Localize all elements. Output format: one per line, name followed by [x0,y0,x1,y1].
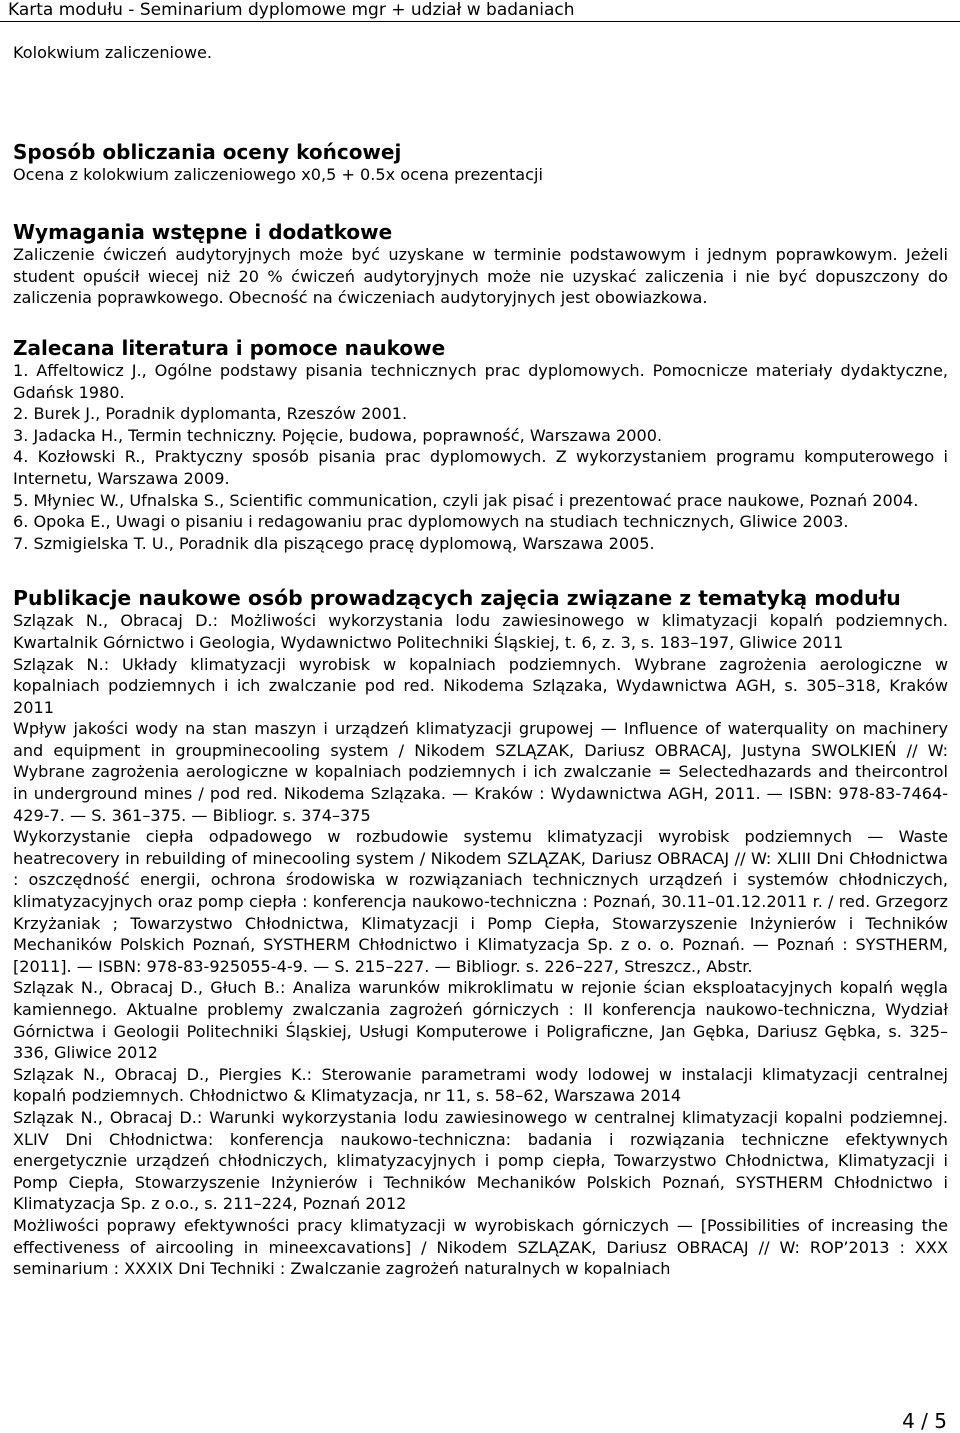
publications-list [13,610,948,1279]
publication-item: Możliwości poprawy efektywności pracy klimatyzacji w wyrobiskach górniczych — [Possibilities of increasing the effectiveness of aircooling in mineexcavations] / Nikodem SZLĄZAK, Dariusz OBRACAJ // W: ROP’2013 : XXX seminarium : XXXIX Dni Techniki : Zwalczanie zagrożeń naturalnych w kopalniach [13,1215,948,1279]
header-title: Karta modułu - Seminarium dyplomowe mgr + udział w badaniach [8,0,575,20]
literature-list [13,360,948,554]
document-header [0,0,960,22]
requirements-text: Zaliczenie ćwiczeń audytoryjnych może być uzyskane w terminie podstawowym i jednym poprawkowym. Jeżeli student opuścił wiecej niż 20 % ćwiczeń audytoryjnych może nie uzyskać zaliczenia i nie być dopuszczony do zaliczenia poprawkowego. Obecność na ćwiczeniach audytoryjnych jest obowiazkowa. [13,245,948,308]
literature-item: 2. Burek J., Poradnik dyplomanta, Rzeszów 2001. [13,404,408,424]
literature-item: 3. Jadacka H., Termin techniczny. Pojęcie, budowa, poprawność, Warszawa 2000. [13,425,663,445]
page-number: 4 / 5 [902,1409,947,1433]
grading-heading: Sposób obliczania oceny końcowej [13,139,402,164]
publication-item: Szlązak N., Obracaj D., Piergies K.: Sterowanie parametrami wody lodowej w instalacji klimatyzacji centralnej kopalń podziemnych. Chłodnictwo & Klimatyzacja, nr 11, s. 58–62, Warszawa 2014 [13,1064,948,1106]
publication-item: Szlązak N., Obracaj D.: Możliwości wykorzystania lodu zawiesinowego w klimatyzacji kopalń podziemnych. Kwartalnik Górnictwo i Geologia, Wydawnictwo Politechniki Śląskiej, t. 6, z. 3, s. 183–197, Gliwice 2011 [13,611,948,652]
grading-text: Ocena z kolokwium zaliczeniowego x0,5 + 0.5x ocena prezentacji [13,164,543,184]
publications-heading: Publikacje naukowe osób prowadzących zajęcia związane z tematyką modułu [13,586,901,611]
literature-item: 6. Opoka E., Uwagi o pisaniu i redagowaniu prac dyplomowych na studiach technicznych, Gliwice 2003. [13,512,849,532]
intro-line: Kolokwium zaliczeniowe. [13,43,213,62]
requirements-heading: Wymagania wstępne i dodatkowe [13,220,393,245]
publication-item: Wpływ jakości wody na stan maszyn i urządzeń klimatyzacji grupowej — Influence of waterquality on machinery and equipment in groupminecooling system / Nikodem SZLĄZAK, Dariusz OBRACAJ, Justyna SWOLKIEŃ // W: Wybrane zagrożenia aerologiczne w kopalniach podziemnych i ich zwalczanie = Selectedhazards and theircontrol in underground mines / pod red. Nikodema Szlązaka. — Kraków : Wydawnictwa AGH, 2011. — ISBN: 978-83-7464-429-7. — S. 361–375. — Bibliogr. s. 374–375 [13,719,948,825]
literature-item: 4. Kozłowski R., Praktyczny sposób pisania prac dyplomowych. Z wykorzystaniem programu komputerowego i Internetu, Warszawa 2009. [13,447,948,488]
publication-item: Szlązak N.: Układy klimatyzacji wyrobisk w kopalniach podziemnych. Wybrane zagrożenia aerologiczne w kopalniach podziemnych i ich zwalczanie pod red. Nikodema Szlązaka, Wydawnictwa AGH, s. 305–318, Kraków 2011 [13,654,948,717]
publication-item: Szlązak N., Obracaj D., Głuch B.: Analiza warunków mikroklimatu w rejonie ścian eksploatacyjnych kopalń węgla kamiennego. Aktualne problemy zwalczania zagrożeń górniczych : II konferencja naukowo-techniczna, Wydział Górnictwa i Geologii Politechniki Śląskiej, Usługi Komputerowe i Poligraficzne, Jan Gębka, Dariusz Gębka, s. 325–336, Gliwice 2012 [13,978,948,1063]
literature-item: 5. Młyniec W., Ufnalska S., Scientific communication, czyli jak pisać i prezentować prace naukowe, Poznań 2004. [13,490,919,510]
literature-item: 7. Szmigielska T. U., Poradnik dla piszącego pracę dyplomową, Warszawa 2005. [13,533,655,553]
publication-item: Wykorzystanie ciepła odpadowego w rozbudowie systemu klimatyzacji wyrobisk podziemnych — Waste heatrecovery in rebuilding of minecooling system / Nikodem SZLĄZAK, Dariusz OBRACAJ // W: XLIII Dni Chłodnictwa : oszczędność energii, ochrona środowiska w rozwiązaniach technicznych urządzeń i systemów chłodniczych, klimatyzacyjnych oraz pomp ciepła : konferencja naukowo-techniczna : Poznań, 30.11–01.12.2011 r. / red. Grzegorz Krzyżaniak ; Towarzystwo Chłodnictwa, Klimatyzacji i Pomp Ciepła, Stowarzyszenie Inżynierów i Techników Mechaników Polskich Poznań, SYSTHERM Chłodnictwo i Klimatyzacja Sp. z o. o. Poznań. — Poznań : SYSTHERM, [2011]. — ISBN: 978-83-925055-4-9. — S. 215–227. — Bibliogr. s. 226–227, Streszcz., Abstr. [13,827,948,976]
page-content [13,42,948,1280]
literature-heading: Zalecana literatura i pomoce naukowe [13,335,446,360]
literature-item: 1. Affeltowicz J., Ogólne podstawy pisania technicznych prac dyplomowych. Pomocnicze materiały dydaktyczne, Gdańsk 1980. [13,360,948,402]
publication-item: Szlązak N., Obracaj D.: Warunki wykorzystania lodu zawiesinowego w centralnej klimatyzacji kopalni podziemnej. XLIV Dni Chłodnictwa: konferencja naukowo-techniczna: badania i rozwiązania techniczne efektywnych energetycznie urządzeń chłodniczych, klimatyzacyjnych i pomp ciepła, Towarzystwo Chłodnictwa, Klimatyzacji i Pomp Ciepła, Stowarzyszenie Inżynierów i Techników Mechaników Polskich Poznań, SYSTHERM Chłodnictwo i Klimatyzacja Sp. z o.o., s. 211–224, Poznań 2012 [13,1107,948,1214]
